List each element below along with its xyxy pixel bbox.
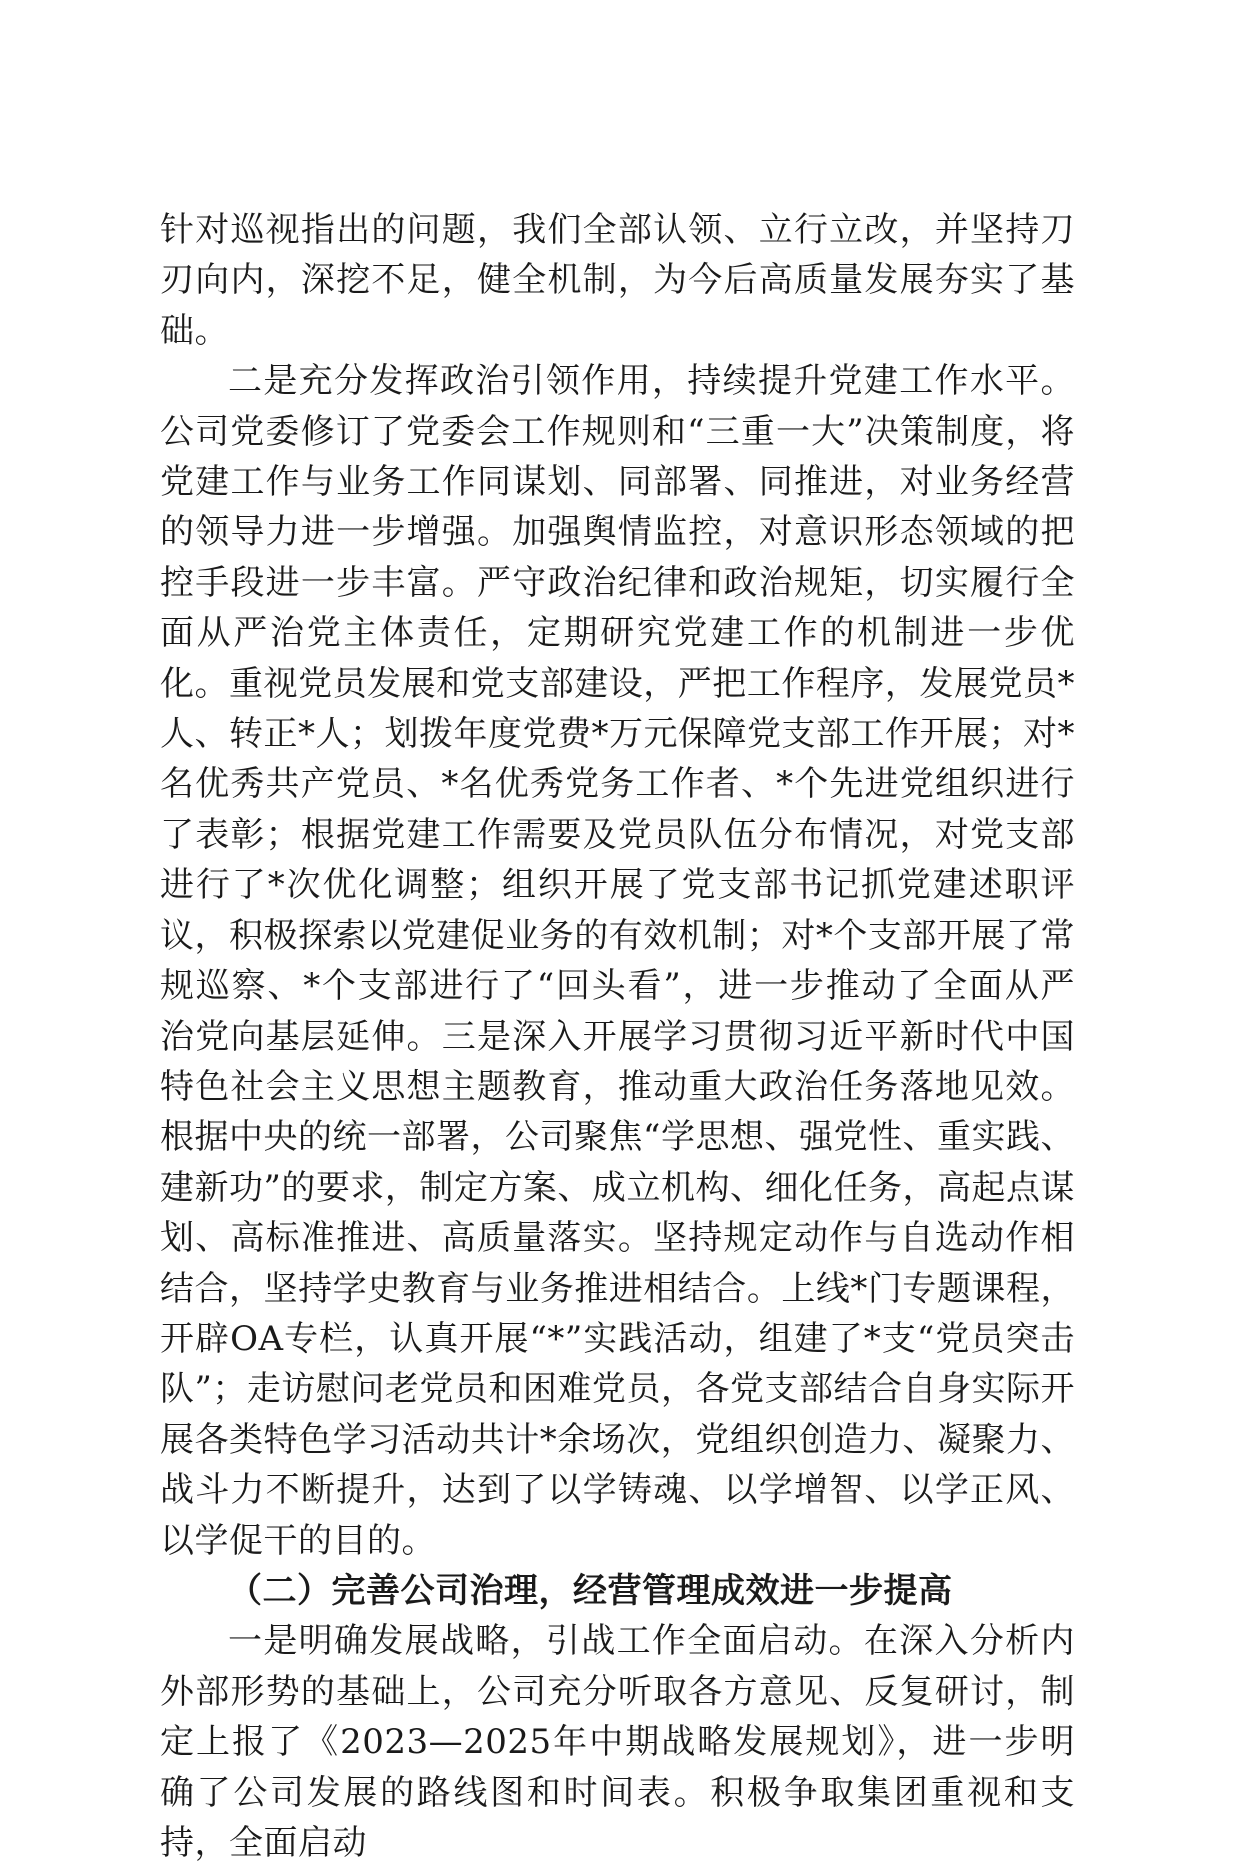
section-heading: （二）完善公司治理，经营管理成效进一步提高: [228, 1570, 953, 1611]
paragraph-strategy: 一是明确发展战略，引战工作全面启动。在深入分析内外部形势的基础上，公司充分听取各方意见、反复研讨，制定上报了《2023—2025年中期战略发展规划》，进一步明确了公司发展的路线图和时间表。积极争取集团重视和支持，全面启动: [160, 1621, 1075, 1863]
paragraph-continuation: 针对巡视指出的问题，我们全部认领、立行立改，并坚持刀刃向内，深挖不足，健全机制，为今后高质量发展夯实了基础。: [160, 210, 1075, 351]
document-page: [160, 205, 1075, 1868]
paragraph-party-building: 二是充分发挥政治引领作用，持续提升党建工作水平。公司党委修订了党委会工作规则和“三重一大”决策制度，将党建工作与业务工作同谋划、同部署、同推进，对业务经营的领导力进一步增强。加强舆情监控，对意识形态领域的把控手段进一步丰富。严守政治纪律和政治规矩，切实履行全面从严治党主体责任，定期研究党建工作的机制进一步优化。重视党员发展和党支部建设，严把工作程序，发展党员*人、转正*人；划拨年度党费*万元保障党支部工作开展；对*名优秀共产党员、*名优秀党务工作者、*个先进党组织进行了表彰；根据党建工作需要及党员队伍分布情况，对党支部进行了*次优化调整；组织开展了党支部书记抓党建述职评议，积极探索以党建促业务的有效机制；对*个支部开展了常规巡察、*个支部进行了“回头看”，进一步推动了全面从严治党向基层延伸。三是深入开展学习贯彻习近平新时代中国特色社会主义思想主题教育，推动重大政治任务落地见效。根据中央的统一部署，公司聚焦“学思想、强党性、重实践、建新功”的要求，制定方案、成立机构、细化任务，高起点谋划、高标准推进、高质量落实。坚持规定动作与自选动作相结合，坚持学史教育与业务推进相结合。上线*门专题课程，开辟OA专栏，认真开展“*”实践活动，组建了*支“党员突击队”；走访慰问老党员和困难党员，各党支部结合自身实际开展各类特色学习活动共计*余场次，党组织创造力、凝聚力、战斗力不断提升，达到了以学铸魂、以学增智、以学正风、以学促干的目的。: [160, 361, 1075, 1561]
